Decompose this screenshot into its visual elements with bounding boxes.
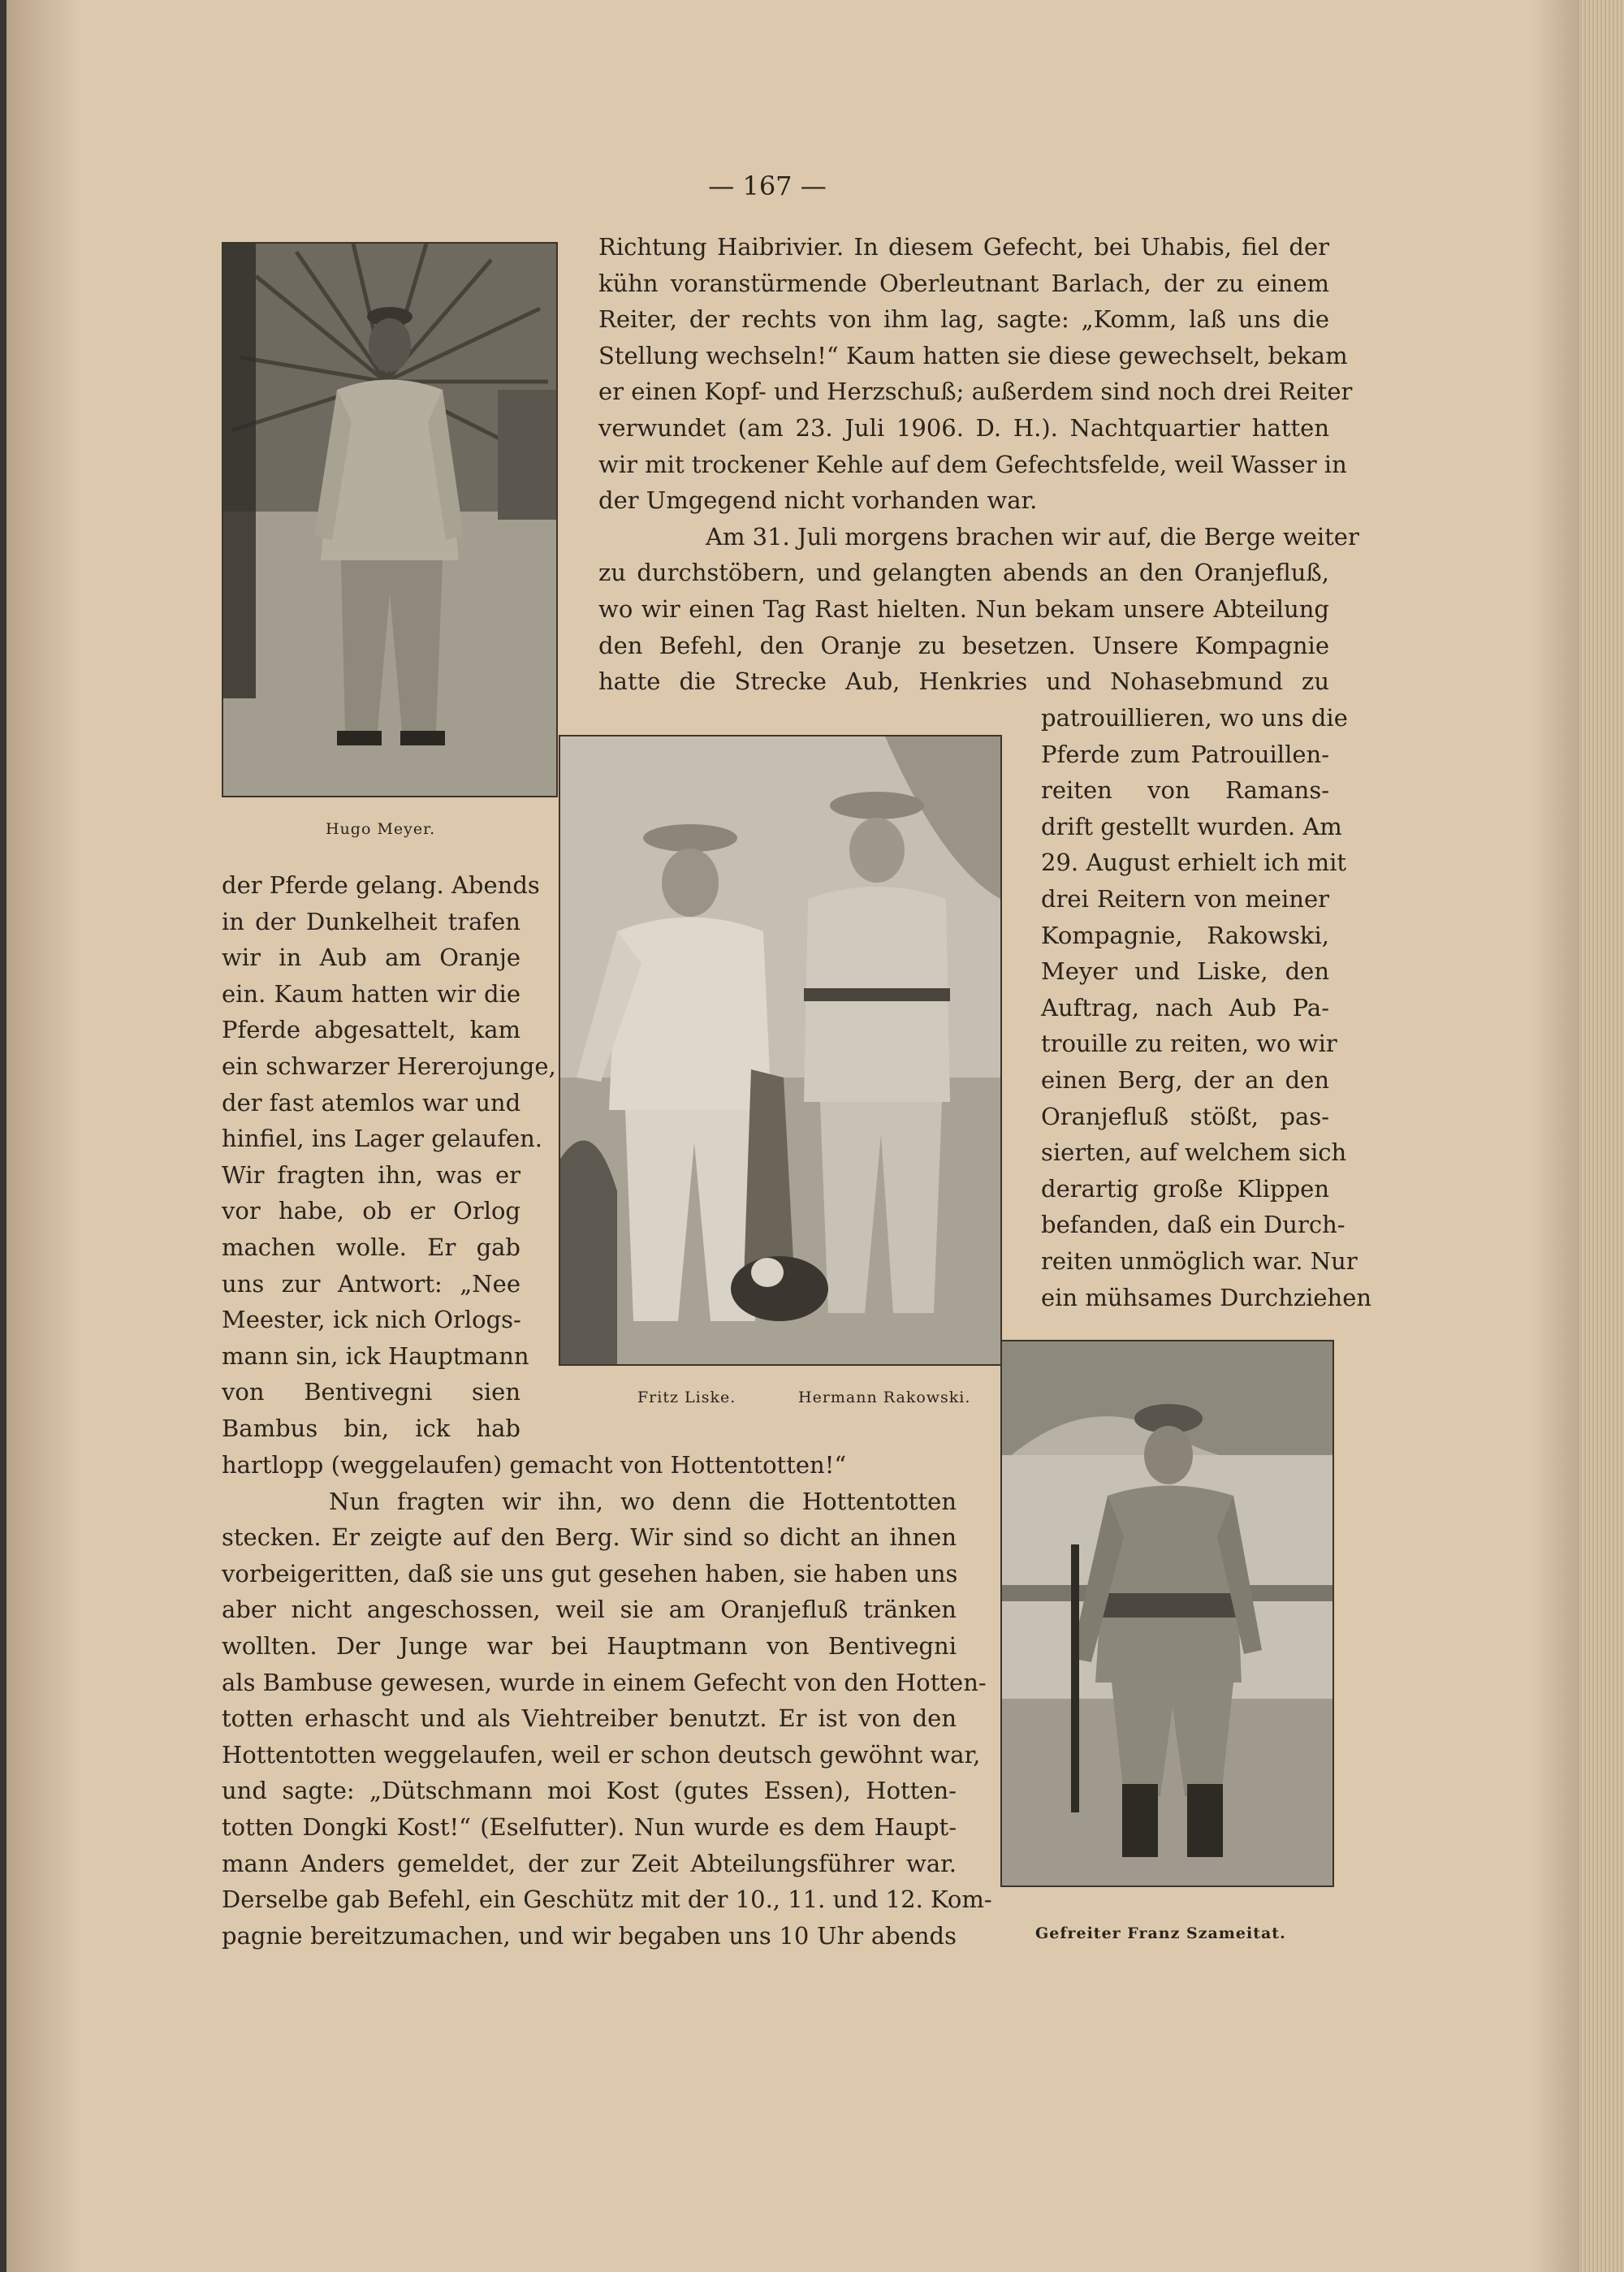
text-line: vorbeigeritten, daß sie uns gut gesehen haben, sie haben uns <box>222 1559 958 1587</box>
text-column-right <box>1041 700 1372 1315</box>
text-line: Auftrag, nach Aub Pa- <box>1041 993 1329 1022</box>
text-line: reiten von Ramans- <box>1041 776 1329 805</box>
text-line: verwundet (am 23. Juli 1906. D. H.). Nachtquartier hatten <box>598 413 1329 442</box>
text-line: Pferde zum Patrouillen- <box>1041 740 1329 768</box>
text-line: Pferde abgesattelt, kam <box>222 1016 520 1044</box>
text-line: Am 31. Juli morgens brachen wir auf, die Berge weiter <box>706 522 1359 551</box>
text-line: sierten, auf welchem sich <box>1041 1138 1347 1167</box>
photo-liske-rakowski <box>559 735 1002 1366</box>
text-line: der fast atemlos war und <box>222 1088 521 1117</box>
caption-franz-szameitat: Gefreiter Franz Szameitat. <box>1035 1924 1286 1942</box>
text-line: wir mit trockener Kehle auf dem Gefechtsfelde, weil Wasser in <box>598 450 1347 478</box>
text-line: derartig große Klippen <box>1041 1174 1329 1203</box>
text-line: Derselbe gab Befehl, ein Geschütz mit der 10., 11. und 12. Kom- <box>222 1885 992 1914</box>
text-line: wollten. Der Junge war bei Hauptmann von Bentivegni <box>222 1631 957 1660</box>
text-line: drei Reitern von meiner <box>1041 884 1329 913</box>
text-line: patrouillieren, wo uns die <box>1041 704 1348 732</box>
text-line: als Bambuse gewesen, wurde in einem Gefecht von den Hotten- <box>222 1668 987 1696</box>
text-line: ein. Kaum hatten wir die <box>222 979 520 1008</box>
text-line: Nun fragten wir ihn, wo denn die Hottentotten <box>329 1487 957 1515</box>
text-line: totten Dongki Kost!“ (Eselfutter). Nun wurde es dem Haupt- <box>222 1812 957 1841</box>
text-line: wo wir einen Tag Rast hielten. Nun bekam unsere Abteilung <box>598 594 1329 623</box>
text-line: hartlopp (weggelaufen) gemacht von Hottentotten!“ <box>222 1451 847 1479</box>
text-column-left <box>222 867 556 1447</box>
text-line: 29. August erhielt ich mit <box>1041 849 1347 877</box>
text-line: Meester, ick nich Orlogs- <box>222 1306 521 1334</box>
text-line: befanden, daß ein Durch- <box>1041 1211 1345 1239</box>
text-block-bottom <box>222 1447 992 1954</box>
text-line: kühn voranstürmende Oberleutnant Barlach, der zu einem <box>598 269 1329 297</box>
text-line: ein mühsames Durchziehen <box>1041 1283 1372 1311</box>
text-line: hinfiel, ins Lager gelaufen. <box>222 1125 543 1153</box>
text-line: einen Berg, der an den <box>1041 1065 1329 1094</box>
text-line: pagnie bereitzumachen, und wir begaben uns 10 Uhr abends <box>222 1921 957 1950</box>
text-line: Wir fragten ihn, was er <box>222 1160 520 1189</box>
text-line: machen wolle. Er gab <box>222 1233 520 1261</box>
text-line: vor habe, ob er Orlog <box>222 1197 520 1225</box>
text-line: zu durchstöbern, und gelangten abends an den Oranjefluß, <box>598 559 1329 587</box>
photo-franz-szameitat <box>1000 1340 1334 1887</box>
text-line: der Umgegend nicht vorhanden war. <box>598 486 1038 515</box>
text-line: Richtung Haibrivier. In diesem Gefecht, bei Uhabis, fiel der <box>598 233 1329 261</box>
text-line: aber nicht angeschossen, weil sie am Oranjefluß tränken <box>222 1596 957 1624</box>
text-line: mann sin, ick Hauptmann <box>222 1341 529 1370</box>
page-number: — 167 — <box>708 171 827 201</box>
text-line: totten erhascht und als Viehtreiber benutzt. Er ist von den <box>222 1704 957 1733</box>
text-line: wir in Aub am Oranje <box>222 944 520 972</box>
text-line: er einen Kopf- und Herzschuß; außerdem sind noch drei Reiter <box>598 378 1353 406</box>
text-line: drift gestellt wurden. Am <box>1041 812 1342 840</box>
text-line: von Bentivegni sien <box>222 1378 520 1406</box>
text-line: Kompagnie, Rakowski, <box>1041 921 1329 949</box>
text-line: Meyer und Liske, den <box>1041 957 1329 986</box>
text-line: hatte die Strecke Aub, Henkries und Nohasebmund zu <box>598 667 1329 696</box>
text-line: uns zur Antwort: „Nee <box>222 1269 520 1298</box>
text-line: mann Anders gemeldet, der zur Zeit Abteilungsführer war. <box>222 1849 957 1877</box>
caption-hugo-meyer: Hugo Meyer. <box>326 820 436 838</box>
text-line: Bambus bin, ick hab <box>222 1414 520 1442</box>
page-edges <box>1579 0 1624 2272</box>
caption-fritz-liske: Fritz Liske. <box>637 1389 736 1406</box>
text-line: Stellung wechseln!“ Kaum hatten sie diese gewechselt, bekam <box>598 341 1348 369</box>
text-block-right-top <box>598 229 1359 700</box>
text-line: Reiter, der rechts von ihm lag, sagte: „Komm, laß uns die <box>598 305 1329 334</box>
text-line: ein schwarzer Hererojunge, <box>222 1052 556 1080</box>
text-line: stecken. Er zeigte auf den Berg. Wir sind so dicht an ihnen <box>222 1523 957 1552</box>
text-line: in der Dunkelheit trafen <box>222 907 520 935</box>
photo-hugo-meyer <box>222 242 558 797</box>
text-line: reiten unmöglich war. Nur <box>1041 1246 1358 1275</box>
text-line: der Pferde gelang. Abends <box>222 871 540 899</box>
text-line: Oranjefluß stößt, pas- <box>1041 1102 1329 1130</box>
text-line: trouille zu reiten, wo wir <box>1041 1030 1337 1058</box>
text-line: Hottentotten weggelaufen, weil er schon deutsch gewöhnt war, <box>222 1740 981 1769</box>
caption-hermann-rakowski: Hermann Rakowski. <box>798 1389 971 1406</box>
text-line: und sagte: „Dütschmann moi Kost (gutes Essen), Hotten- <box>222 1777 957 1805</box>
text-line: den Befehl, den Oranje zu besetzen. Unsere Kompagnie <box>598 631 1329 659</box>
